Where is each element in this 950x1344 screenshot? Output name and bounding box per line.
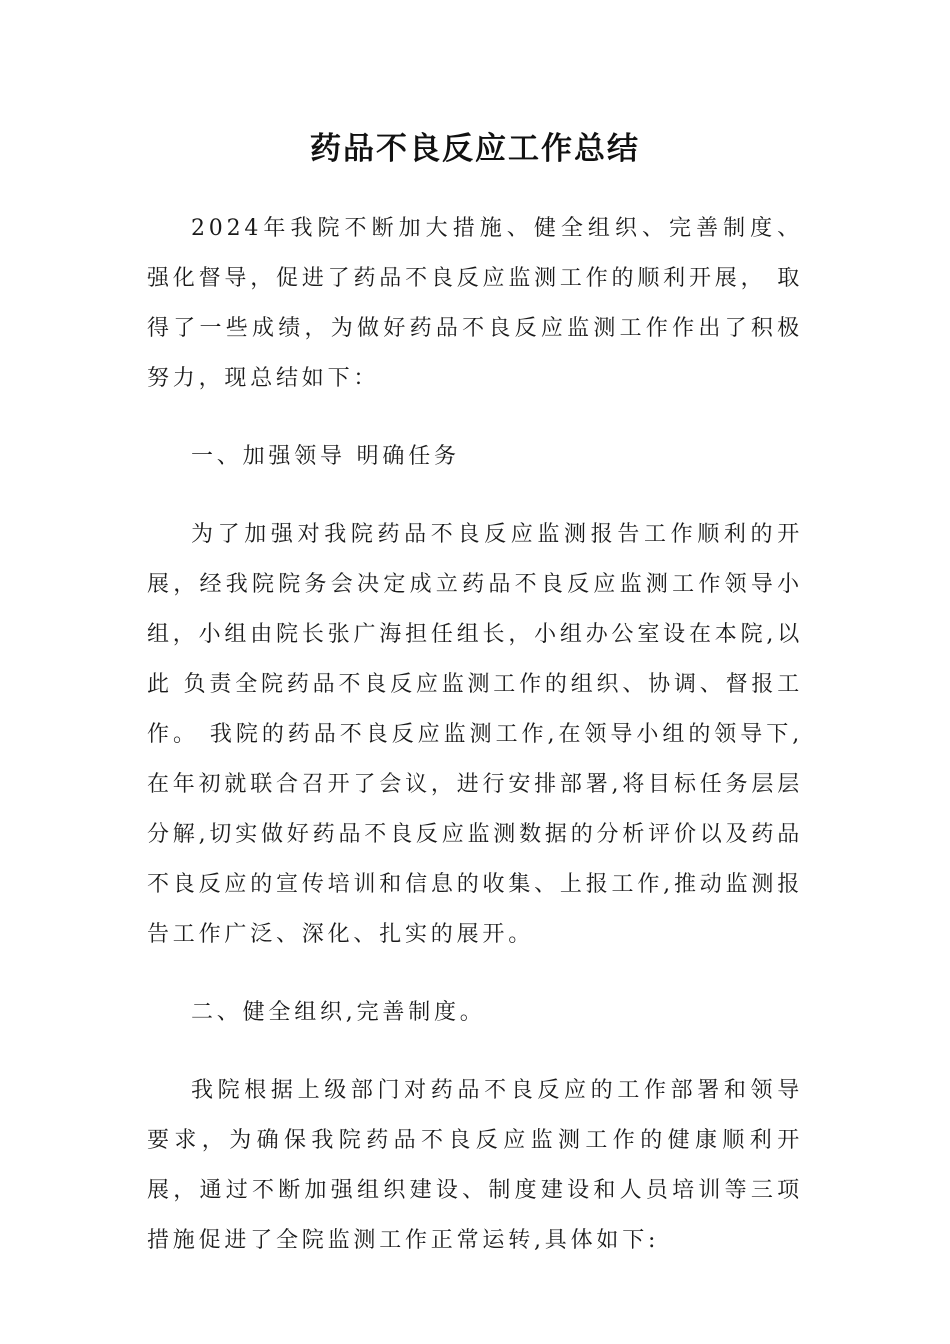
paragraph-gap xyxy=(147,482,803,510)
intro-paragraph: 2024年我院不断加大措施、健全组织、完善制度、强化督导，促进了药品不良反应监测工作的顺利开展， 取得了一些成绩，为做好药品不良反应监测工作作出了积极努力，现总结如下： xyxy=(147,216,803,391)
section-2-heading: 二、健全组织,完善制度。 xyxy=(191,1000,486,1025)
document-title: 药品不良反应工作总结 xyxy=(310,131,640,167)
section-2-body: 我院根据上级部门对药品不良反应的工作部署和领导要求，为确保我院药品不良反应监测工作的健康顺利开展，通过不断加强组织建设、制度建设和人员培训等三项措施促进了全院监测工作正常运转,具体如下: xyxy=(147,1078,803,1253)
paragraph-gap xyxy=(147,960,803,988)
paragraph-gap xyxy=(147,404,803,432)
section-1-body: 为了加强对我院药品不良反应监测报告工作顺利的开展，经我院院务会决定成立药品不良反应监测工作领导小组，小组由院长张广海担任组长，小组办公室设在本院,以此 负责全院药品不良反应监测工作的组织、协调、督报工作。 我院的药品不良反应监测工作,在领导小组的领导下,在年初就联合召开了会议，进行安排部署,将目标任务层层分解,切实做好药品不良反应监测数据的分析评价以及药品不良反应的宣传培训和信息的收集、上报工作,推动监测报告工作广泛、深化、扎实的展开。 xyxy=(147,522,803,947)
paragraph-gap xyxy=(147,1038,803,1066)
section-1-heading: 一、加强领导 明确任务 xyxy=(191,444,460,469)
